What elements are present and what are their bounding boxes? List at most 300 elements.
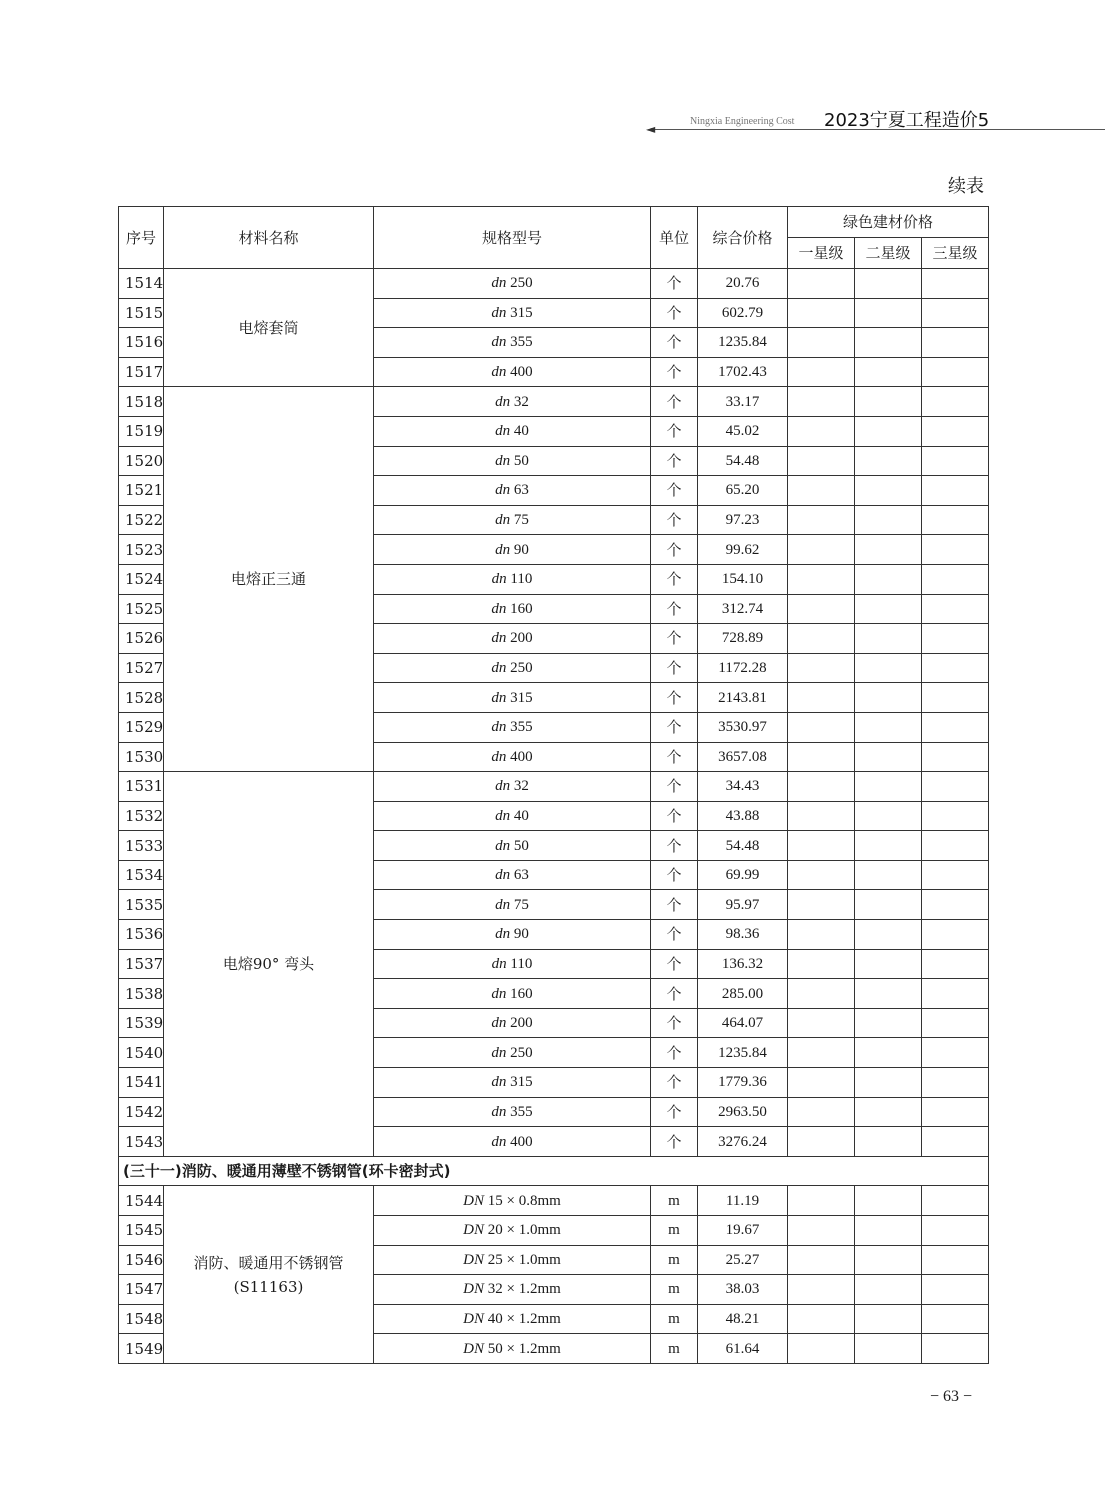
green-price-star1-cell — [788, 831, 855, 861]
unit-cell: 个 — [651, 979, 698, 1009]
price-cell: 54.48 — [698, 446, 788, 476]
unit-cell: m — [651, 1186, 698, 1216]
header-chinese-title: 2023宁夏工程造价5 — [824, 110, 990, 131]
green-price-star1-cell — [788, 298, 855, 328]
green-price-star3-cell — [922, 1127, 989, 1157]
green-price-star1-cell — [788, 564, 855, 594]
spec-prefix: dn — [495, 423, 511, 440]
spec-prefix: dn — [491, 1015, 507, 1032]
seq-cell: 1523 — [119, 535, 164, 565]
green-price-star2-cell — [855, 1275, 922, 1305]
spec-prefix: dn — [491, 304, 507, 321]
price-cell: 2963.50 — [698, 1097, 788, 1127]
price-cell: 11.19 — [698, 1186, 788, 1216]
column-header-star2: 二星级 — [855, 238, 922, 269]
unit-cell: 个 — [651, 357, 698, 387]
unit-cell: 个 — [651, 1127, 698, 1157]
seq-cell: 1524 — [119, 564, 164, 594]
green-price-star3-cell — [922, 446, 989, 476]
green-price-star3-cell — [922, 1038, 989, 1068]
green-price-star1-cell — [788, 1127, 855, 1157]
spec-value: 50 — [513, 837, 529, 854]
green-price-star1-cell — [788, 979, 855, 1009]
green-price-star1-cell — [788, 446, 855, 476]
unit-cell: m — [651, 1275, 698, 1305]
green-price-star1-cell — [788, 328, 855, 358]
seq-cell: 1542 — [119, 1097, 164, 1127]
green-price-star1-cell — [788, 772, 855, 802]
seq-cell: 1540 — [119, 1038, 164, 1068]
spec-prefix: dn — [491, 1044, 507, 1061]
spec-value: 400 — [510, 1133, 533, 1150]
green-price-star1-cell — [788, 505, 855, 535]
seq-cell: 1533 — [119, 831, 164, 861]
column-header-seq: 序号 — [119, 207, 164, 269]
unit-cell: 个 — [651, 505, 698, 535]
spec-value: 110 — [510, 955, 533, 972]
seq-cell: 1519 — [119, 416, 164, 446]
green-price-star2-cell — [855, 416, 922, 446]
spec-value: 315 — [510, 689, 533, 706]
seq-cell: 1517 — [119, 357, 164, 387]
green-price-star1-cell — [788, 357, 855, 387]
spec-prefix: dn — [491, 334, 507, 351]
green-price-star2-cell — [855, 831, 922, 861]
spec-value: 63 — [513, 867, 529, 884]
price-cell: 136.32 — [698, 949, 788, 979]
spec-prefix: dn — [491, 748, 507, 765]
green-price-star2-cell — [855, 772, 922, 802]
running-header — [640, 108, 1105, 138]
spec-prefix: dn — [495, 867, 511, 884]
price-cell: 95.97 — [698, 890, 788, 920]
green-price-star2-cell — [855, 1097, 922, 1127]
spec-value: 15 × 0.8mm — [487, 1192, 561, 1209]
seq-cell: 1541 — [119, 1068, 164, 1098]
spec-prefix: dn — [491, 985, 507, 1002]
green-price-star2-cell — [855, 446, 922, 476]
green-price-star2-cell — [855, 712, 922, 742]
seq-cell: 1521 — [119, 476, 164, 506]
spec-cell — [374, 801, 651, 831]
green-price-star3-cell — [922, 949, 989, 979]
price-cell: 3276.24 — [698, 1127, 788, 1157]
price-cell: 38.03 — [698, 1275, 788, 1305]
price-cell: 1235.84 — [698, 1038, 788, 1068]
spec-cell — [374, 1186, 651, 1216]
spec-cell — [374, 1275, 651, 1305]
spec-prefix: dn — [491, 600, 507, 617]
green-price-star1-cell — [788, 269, 855, 299]
spec-value: 75 — [513, 512, 529, 529]
green-price-star1-cell — [788, 683, 855, 713]
green-price-star3-cell — [922, 801, 989, 831]
table-row — [119, 269, 989, 299]
column-header-star1: 一星级 — [788, 238, 855, 269]
header-english-title: Ningxia Engineering Cost — [690, 116, 795, 127]
green-price-star3-cell — [922, 535, 989, 565]
spec-cell — [374, 1334, 651, 1364]
unit-cell: 个 — [651, 949, 698, 979]
spec-cell — [374, 1008, 651, 1038]
spec-prefix: dn — [495, 393, 511, 410]
spec-prefix: dn — [495, 896, 511, 913]
price-cell: 312.74 — [698, 594, 788, 624]
unit-cell: 个 — [651, 1068, 698, 1098]
spec-prefix: dn — [491, 689, 507, 706]
unit-cell: 个 — [651, 624, 698, 654]
arrow-left-icon: ◄ — [646, 122, 656, 136]
green-price-star2-cell — [855, 328, 922, 358]
green-price-star3-cell — [922, 476, 989, 506]
unit-cell: m — [651, 1216, 698, 1246]
spec-value: 40 — [513, 423, 529, 440]
green-price-star3-cell — [922, 594, 989, 624]
seq-cell: 1546 — [119, 1245, 164, 1275]
spec-value: 90 — [513, 926, 529, 943]
unit-cell: 个 — [651, 683, 698, 713]
seq-cell: 1525 — [119, 594, 164, 624]
spec-prefix: dn — [491, 955, 507, 972]
green-price-star2-cell — [855, 890, 922, 920]
spec-cell — [374, 564, 651, 594]
seq-cell: 1536 — [119, 920, 164, 950]
page-number: − 63 − — [930, 1388, 973, 1405]
spec-value: 25 × 1.0mm — [487, 1251, 561, 1268]
green-price-star1-cell — [788, 1304, 855, 1334]
price-cell: 45.02 — [698, 416, 788, 446]
table-body — [119, 269, 989, 1364]
column-header-star3: 三星级 — [922, 238, 989, 269]
spec-cell — [374, 357, 651, 387]
price-cell: 20.76 — [698, 269, 788, 299]
spec-prefix: dn — [495, 452, 511, 469]
unit-cell: 个 — [651, 920, 698, 950]
unit-cell: 个 — [651, 1008, 698, 1038]
continued-label: 续表 — [948, 176, 984, 197]
column-header-name: 材料名称 — [164, 207, 374, 269]
spec-cell — [374, 387, 651, 417]
spec-value: 160 — [510, 600, 533, 617]
spec-prefix: dn — [495, 512, 511, 529]
spec-value: 50 — [513, 452, 529, 469]
green-price-star1-cell — [788, 653, 855, 683]
material-name-cell — [164, 387, 374, 772]
unit-cell: 个 — [651, 801, 698, 831]
spec-prefix: dn — [491, 630, 507, 647]
green-price-star1-cell — [788, 387, 855, 417]
green-price-star2-cell — [855, 1008, 922, 1038]
spec-cell — [374, 298, 651, 328]
spec-cell — [374, 624, 651, 654]
green-price-star3-cell — [922, 1068, 989, 1098]
material-name-text: 消防、暖通用不锈钢管 — [193, 1253, 344, 1272]
green-price-star2-cell — [855, 742, 922, 772]
green-price-star2-cell — [855, 387, 922, 417]
spec-cell — [374, 772, 651, 802]
unit-cell: 个 — [651, 416, 698, 446]
green-price-star2-cell — [855, 476, 922, 506]
unit-cell: m — [651, 1245, 698, 1275]
green-price-star3-cell — [922, 1097, 989, 1127]
seq-cell: 1527 — [119, 653, 164, 683]
material-name-text: 电熔正三通 — [230, 570, 306, 589]
spec-prefix: dn — [495, 926, 511, 943]
spec-prefix: DN — [463, 1340, 485, 1357]
unit-cell: 个 — [651, 712, 698, 742]
table-row — [119, 1186, 989, 1216]
price-cell: 728.89 — [698, 624, 788, 654]
spec-cell — [374, 416, 651, 446]
unit-cell: 个 — [651, 328, 698, 358]
unit-cell: 个 — [651, 269, 698, 299]
green-price-star2-cell — [855, 653, 922, 683]
green-price-star2-cell — [855, 357, 922, 387]
green-price-star3-cell — [922, 564, 989, 594]
green-price-star2-cell — [855, 564, 922, 594]
spec-cell — [374, 535, 651, 565]
spec-value: 40 — [513, 807, 529, 824]
green-price-star1-cell — [788, 712, 855, 742]
spec-prefix: DN — [463, 1251, 485, 1268]
price-cell: 285.00 — [698, 979, 788, 1009]
price-cell: 154.10 — [698, 564, 788, 594]
material-name-text: 电熔套筒 — [238, 318, 299, 337]
spec-cell — [374, 476, 651, 506]
green-price-star3-cell — [922, 1008, 989, 1038]
green-price-star3-cell — [922, 1245, 989, 1275]
material-price-table — [118, 206, 989, 1364]
seq-cell: 1537 — [119, 949, 164, 979]
seq-cell: 1514 — [119, 269, 164, 299]
seq-cell: 1532 — [119, 801, 164, 831]
unit-cell: 个 — [651, 476, 698, 506]
spec-cell — [374, 328, 651, 358]
spec-value: 200 — [510, 1015, 533, 1032]
spec-value: 160 — [510, 985, 533, 1002]
seq-cell: 1518 — [119, 387, 164, 417]
seq-cell: 1545 — [119, 1216, 164, 1246]
price-cell: 25.27 — [698, 1245, 788, 1275]
green-price-star1-cell — [788, 1275, 855, 1305]
price-cell: 65.20 — [698, 476, 788, 506]
seq-cell: 1520 — [119, 446, 164, 476]
unit-cell: m — [651, 1304, 698, 1334]
green-price-star2-cell — [855, 949, 922, 979]
green-price-star2-cell — [855, 683, 922, 713]
price-cell: 69.99 — [698, 860, 788, 890]
unit-cell: 个 — [651, 298, 698, 328]
green-price-star1-cell — [788, 1068, 855, 1098]
green-price-star1-cell — [788, 1186, 855, 1216]
spec-cell — [374, 1304, 651, 1334]
green-price-star3-cell — [922, 890, 989, 920]
green-price-star3-cell — [922, 979, 989, 1009]
spec-cell — [374, 890, 651, 920]
spec-value: 355 — [510, 1103, 533, 1120]
price-cell: 34.43 — [698, 772, 788, 802]
green-price-star1-cell — [788, 535, 855, 565]
green-price-star2-cell — [855, 1334, 922, 1364]
seq-cell: 1549 — [119, 1334, 164, 1364]
spec-cell — [374, 653, 651, 683]
price-cell: 2143.81 — [698, 683, 788, 713]
green-price-star3-cell — [922, 505, 989, 535]
seq-cell: 1543 — [119, 1127, 164, 1157]
spec-value: 250 — [510, 275, 533, 292]
green-price-star2-cell — [855, 624, 922, 654]
unit-cell: 个 — [651, 535, 698, 565]
price-cell: 1235.84 — [698, 328, 788, 358]
green-price-star1-cell — [788, 1097, 855, 1127]
green-price-star1-cell — [788, 476, 855, 506]
unit-cell: 个 — [651, 387, 698, 417]
spec-prefix: DN — [463, 1192, 485, 1209]
spec-prefix: dn — [491, 1074, 507, 1091]
price-cell: 3530.97 — [698, 712, 788, 742]
green-price-star1-cell — [788, 860, 855, 890]
green-price-star2-cell — [855, 979, 922, 1009]
spec-cell — [374, 446, 651, 476]
column-header-spec: 规格型号 — [374, 207, 651, 269]
green-price-star1-cell — [788, 949, 855, 979]
unit-cell: 个 — [651, 742, 698, 772]
price-cell: 61.64 — [698, 1334, 788, 1364]
table-row — [119, 772, 989, 802]
spec-value: 400 — [510, 364, 533, 381]
spec-prefix: DN — [463, 1311, 485, 1328]
green-price-star1-cell — [788, 1216, 855, 1246]
spec-value: 40 × 1.2mm — [487, 1311, 561, 1328]
unit-cell: 个 — [651, 594, 698, 624]
spec-cell — [374, 1245, 651, 1275]
green-price-star3-cell — [922, 683, 989, 713]
section-title: (三十一)消防、暖通用薄壁不锈钢管(环卡密封式) — [119, 1156, 989, 1186]
spec-prefix: dn — [495, 837, 511, 854]
green-price-star1-cell — [788, 801, 855, 831]
seq-cell: 1515 — [119, 298, 164, 328]
price-cell: 464.07 — [698, 1008, 788, 1038]
green-price-star2-cell — [855, 1304, 922, 1334]
price-cell: 98.36 — [698, 920, 788, 950]
seq-cell: 1534 — [119, 860, 164, 890]
spec-prefix: dn — [495, 778, 511, 795]
green-price-star1-cell — [788, 624, 855, 654]
spec-cell — [374, 979, 651, 1009]
spec-value: 32 × 1.2mm — [487, 1281, 561, 1298]
spec-prefix: dn — [491, 719, 507, 736]
spec-prefix: dn — [491, 571, 507, 588]
green-price-star3-cell — [922, 624, 989, 654]
green-price-star2-cell — [855, 1186, 922, 1216]
green-price-star3-cell — [922, 328, 989, 358]
spec-cell — [374, 1127, 651, 1157]
green-price-star3-cell — [922, 860, 989, 890]
green-price-star1-cell — [788, 742, 855, 772]
green-price-star1-cell — [788, 920, 855, 950]
price-cell: 43.88 — [698, 801, 788, 831]
green-price-star2-cell — [855, 1216, 922, 1246]
price-cell: 97.23 — [698, 505, 788, 535]
spec-prefix: dn — [491, 1103, 507, 1120]
price-cell: 3657.08 — [698, 742, 788, 772]
unit-cell: 个 — [651, 1038, 698, 1068]
green-price-star3-cell — [922, 920, 989, 950]
seq-cell: 1530 — [119, 742, 164, 772]
spec-prefix: DN — [463, 1222, 485, 1239]
spec-value: 50 × 1.2mm — [487, 1340, 561, 1357]
spec-value: 110 — [510, 571, 533, 588]
spec-value: 32 — [513, 778, 529, 795]
green-price-star2-cell — [855, 298, 922, 328]
spec-prefix: dn — [491, 1133, 507, 1150]
column-header-unit: 单位 — [651, 207, 698, 269]
seq-cell: 1516 — [119, 328, 164, 358]
spec-prefix: dn — [491, 364, 507, 381]
spec-value: 250 — [510, 660, 533, 677]
green-price-star2-cell — [855, 269, 922, 299]
green-price-star2-cell — [855, 505, 922, 535]
spec-prefix: dn — [491, 660, 507, 677]
spec-cell — [374, 1097, 651, 1127]
seq-cell: 1522 — [119, 505, 164, 535]
price-cell: 54.48 — [698, 831, 788, 861]
spec-value: 75 — [513, 896, 529, 913]
green-price-star2-cell — [855, 1038, 922, 1068]
spec-cell — [374, 1068, 651, 1098]
green-price-star3-cell — [922, 653, 989, 683]
green-price-star3-cell — [922, 387, 989, 417]
green-price-star3-cell — [922, 357, 989, 387]
spec-value: 355 — [510, 334, 533, 351]
price-cell: 1779.36 — [698, 1068, 788, 1098]
price-cell: 48.21 — [698, 1304, 788, 1334]
green-price-star1-cell — [788, 1334, 855, 1364]
spec-value: 355 — [510, 719, 533, 736]
unit-cell: 个 — [651, 446, 698, 476]
section-row — [119, 1156, 989, 1186]
spec-cell — [374, 712, 651, 742]
green-price-star1-cell — [788, 416, 855, 446]
spec-value: 200 — [510, 630, 533, 647]
spec-prefix: dn — [495, 482, 511, 499]
material-name-text: 电熔90° 弯头 — [222, 954, 315, 973]
spec-value: 315 — [510, 304, 533, 321]
spec-cell — [374, 683, 651, 713]
green-price-star1-cell — [788, 594, 855, 624]
unit-cell: 个 — [651, 772, 698, 802]
green-price-star3-cell — [922, 416, 989, 446]
green-price-star3-cell — [922, 772, 989, 802]
green-price-star3-cell — [922, 831, 989, 861]
price-cell: 33.17 — [698, 387, 788, 417]
table-row — [119, 387, 989, 417]
green-price-star3-cell — [922, 269, 989, 299]
material-name-text: (S11163) — [233, 1277, 304, 1296]
seq-cell: 1538 — [119, 979, 164, 1009]
green-price-star2-cell — [855, 860, 922, 890]
seq-cell: 1531 — [119, 772, 164, 802]
spec-prefix: dn — [495, 541, 511, 558]
green-price-star3-cell — [922, 298, 989, 328]
price-cell: 1172.28 — [698, 653, 788, 683]
green-price-star3-cell — [922, 1216, 989, 1246]
spec-cell — [374, 594, 651, 624]
spec-cell — [374, 949, 651, 979]
green-price-star1-cell — [788, 1245, 855, 1275]
material-name-cell — [164, 1186, 374, 1364]
green-price-star3-cell — [922, 1186, 989, 1216]
